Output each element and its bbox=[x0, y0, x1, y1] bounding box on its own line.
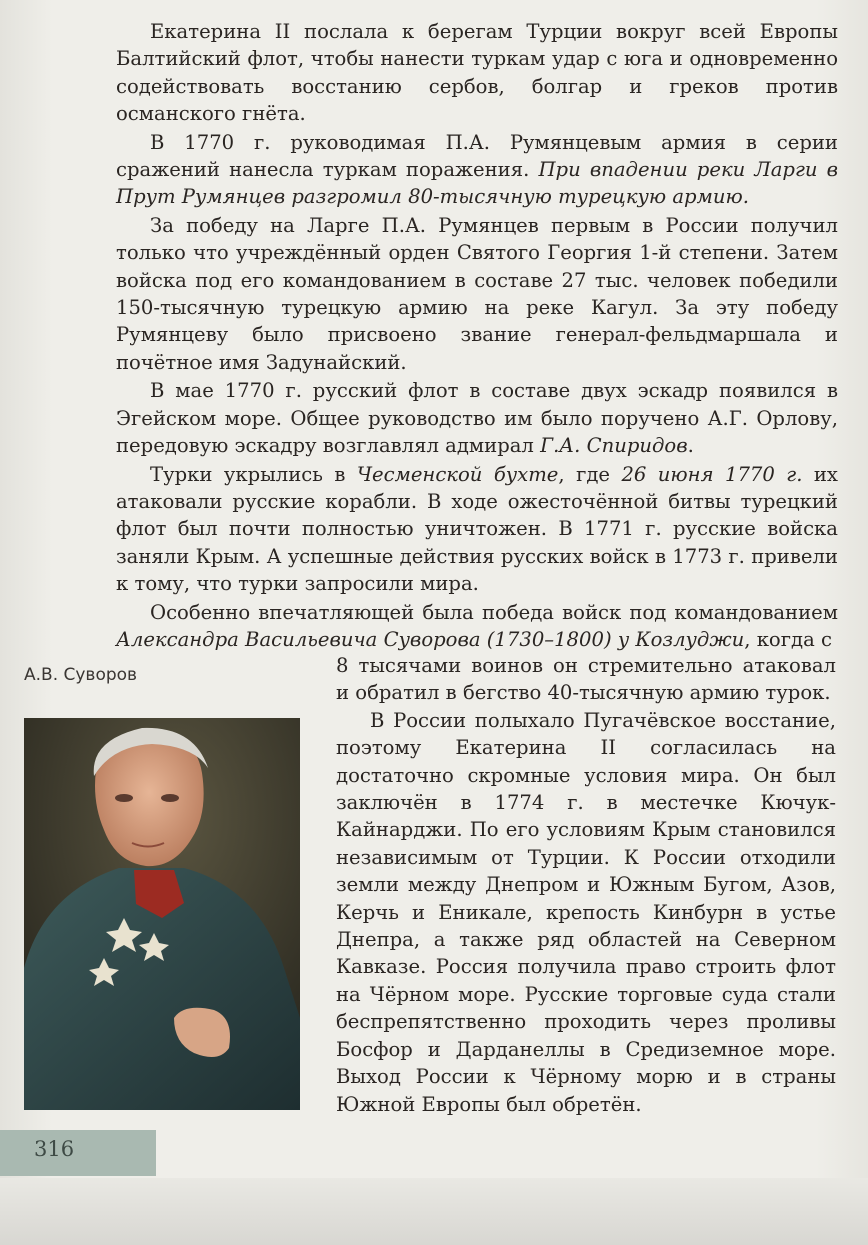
page-number-tab bbox=[0, 1130, 156, 1176]
paragraph-6: Особенно впечатляющей была победа войск под командованием Александра Васильевича Суворова (1730–1800) у Козлуджи, когда с bbox=[116, 600, 838, 651]
paragraph-1: Екатерина II послала к берегам Турции вокруг всей Европы Балтийский флот, чтобы нанести туркам удар с юга и одновременно содействовать восстанию сербов, болгар и греков против османского гнёта. bbox=[116, 20, 838, 126]
eye-left bbox=[115, 794, 133, 802]
main-text-top bbox=[116, 18, 838, 653]
eye-right bbox=[161, 794, 179, 802]
paragraph-3: За победу на Ларге П.А. Румянцев первым в России получил только что учреждённый орден Святого Георгия 1-й степени. Затем войска под его командованием в составе 27 тыс. человек победили 150-тысячную турецкую армию на реке Кагул. За эту победу Румянцеву было присвоено звание генерал-фельдмаршала и почётное имя Задунайский. bbox=[116, 213, 838, 374]
paragraph-7: 8 тысячами воинов он стремительно атаковал и обратил в бегство 40-тысячную армию турок. bbox=[336, 654, 836, 705]
portrait-drawing bbox=[24, 718, 300, 1110]
paragraph-5: Турки укрылись в Чесменской бухте, где 26 июня 1770 г. их атаковали русские корабли. В ходе ожесточённой битвы турецкий флот был почти полностью уничтожен. В 1771 г. русские войска заняли Крым. А успешные действия русских войск в 1773 г. привели к тому, что турки запросили мира. bbox=[116, 462, 838, 596]
paragraph-2: В 1770 г. руководимая П.А. Румянцевым армия в серии сражений нанесла туркам поражения. При впадении реки Ларги в Прут Румянцев разгромил 80-тысячную турецкую армию. bbox=[116, 130, 838, 209]
portrait-suvorov-image bbox=[24, 718, 300, 1110]
paragraph-8: В России полыхало Пугачёвское восстание, поэтому Екатерина II согласилась на достаточно скромные условия мира. Он был заключён в 1774 г. в местечке Кючук-Кайнарджи. По его условиям Крым становился независимым от Турции. К России отходили земли между Днепром и Южным Бугом, Азов, Керчь и Еникале, крепость Кинбурн в устье Днепра, а также ряд областей на Северном Кавказе. Россия получила право строить флот на Чёрном море. Русские торговые суда стали беспрепятственно проходить через проливы Босфор и Дарданеллы в Средиземное море. Выход России к Чёрному морю и в страны Южной Европы был обретён. bbox=[336, 708, 836, 1116]
page-number: 316 bbox=[34, 1137, 75, 1161]
paragraph-4: В мае 1770 г. русский флот в составе двух эскадр появился в Эгейском море. Общее руководство им было поручено А.Г. Орлову, передовую эскадру возглавлял адмирал Г.А. Спиридов. bbox=[116, 379, 838, 458]
main-text-right bbox=[336, 652, 836, 1118]
portrait-caption: А.В. Суворов bbox=[24, 665, 138, 685]
page-bottom-margin bbox=[0, 1178, 868, 1245]
